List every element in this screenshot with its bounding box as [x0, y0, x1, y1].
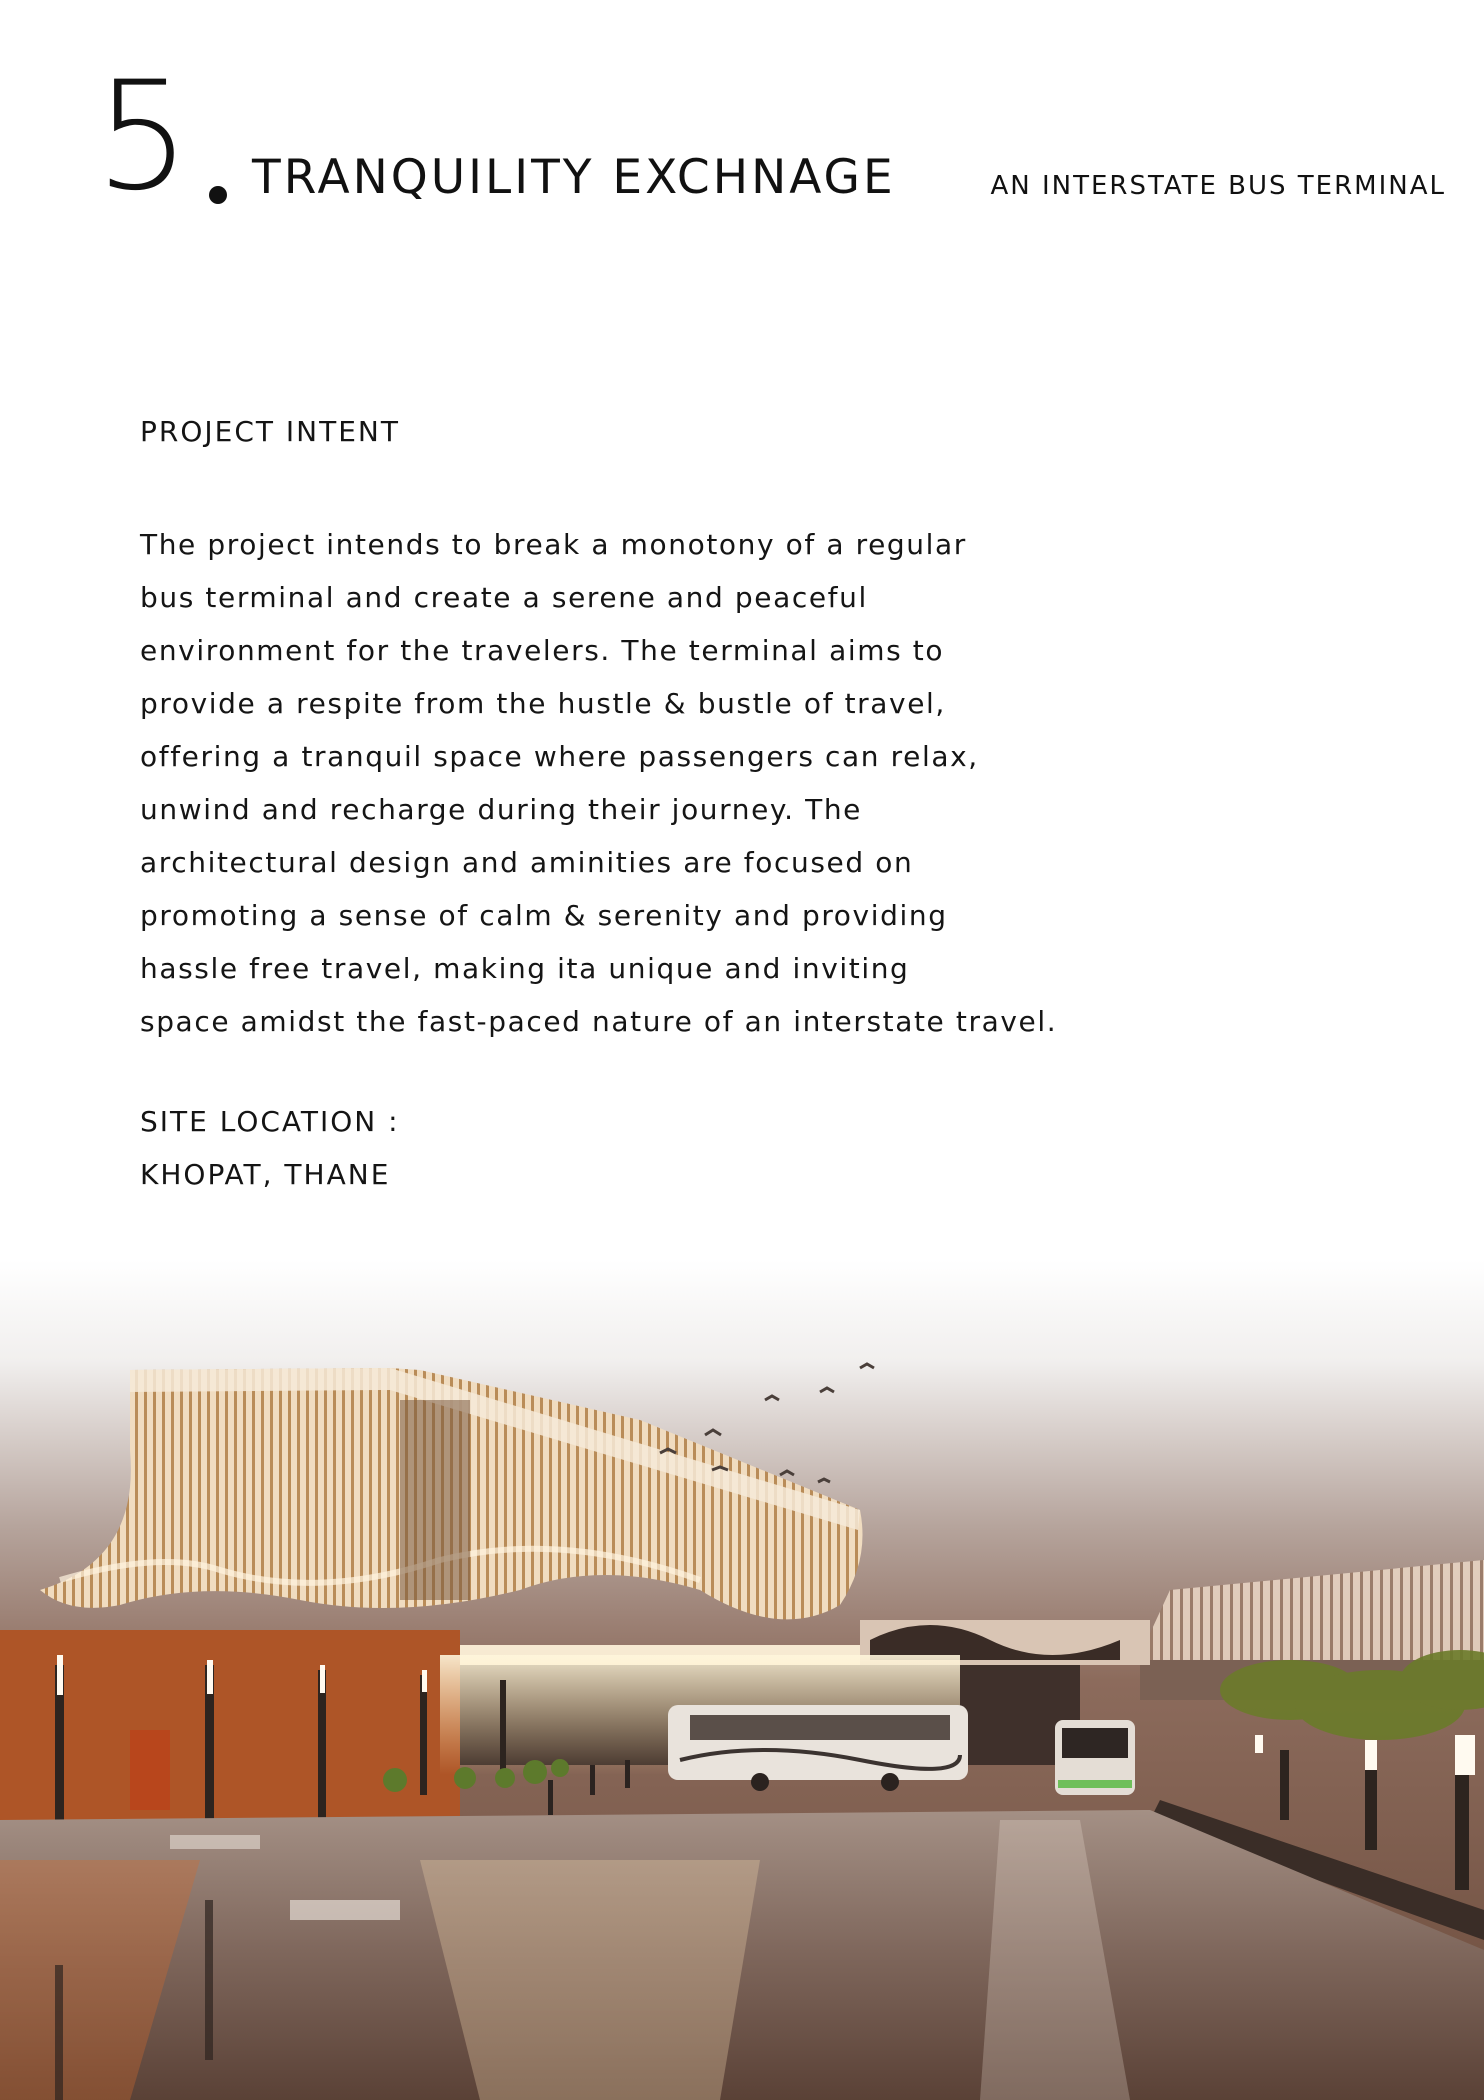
site-location-label: SITE LOCATION :	[140, 1105, 400, 1138]
intent-line: The project intends to break a monotony of a regular	[140, 528, 967, 561]
project-intent-heading: PROJECT INTENT	[140, 415, 400, 448]
intent-line: architectural design and aminities are focused on	[140, 846, 914, 879]
intent-line: space amidst the fast-paced nature of an interstate travel.	[140, 1005, 1058, 1038]
intent-line: environment for the travelers. The terminal aims to	[140, 634, 945, 667]
site-location	[140, 1095, 400, 1201]
intent-line: provide a respite from the hustle & bustle of travel,	[140, 687, 946, 720]
intent-line: unwind and recharge during their journey. The	[140, 793, 862, 826]
project-title: TRANQUILITY EXCHNAGE	[252, 150, 896, 205]
render-illustration	[0, 1260, 1484, 2100]
section-number: 5	[95, 50, 187, 224]
project-subtitle: AN INTERSTATE BUS TERMINAL	[990, 171, 1446, 201]
section-number-dot	[209, 186, 227, 204]
site-location-value: KHOPAT, THANE	[140, 1158, 391, 1191]
intent-line: hassle free travel, making ita unique and inviting	[140, 952, 910, 985]
intent-line: offering a tranquil space where passengers can relax,	[140, 740, 979, 773]
terminal-render-image	[0, 1260, 1484, 2100]
intent-line: promoting a sense of calm & serenity and providing	[140, 899, 948, 932]
page-header	[0, 0, 1484, 230]
intent-line: bus terminal and create a serene and peaceful	[140, 581, 868, 614]
project-intent-body	[140, 518, 1140, 1048]
